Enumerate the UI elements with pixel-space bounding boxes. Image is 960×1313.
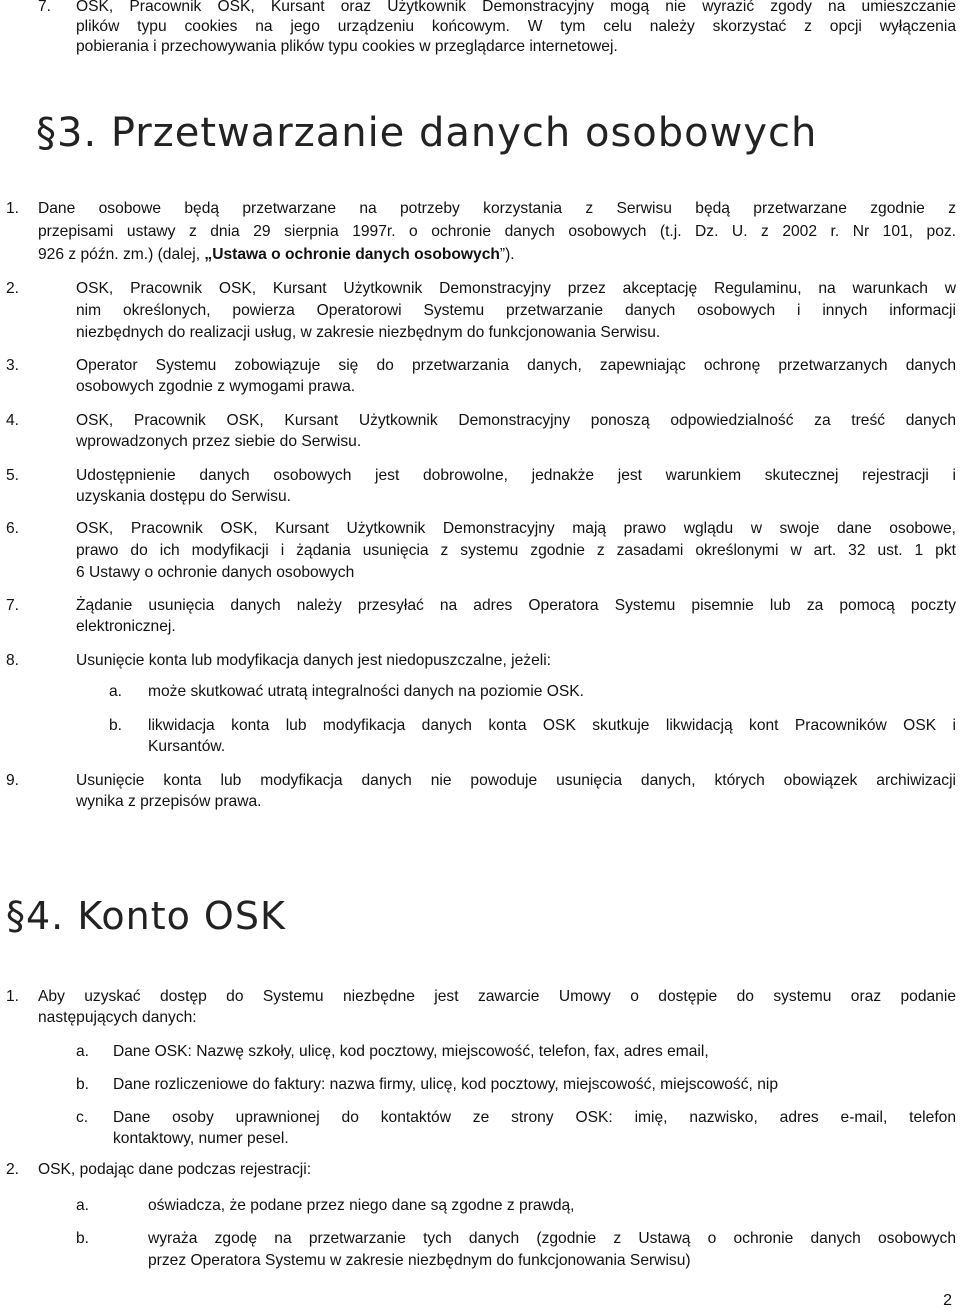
paragraph-line: wprowadzonych przez siebie do Serwisu. xyxy=(76,433,362,450)
paragraph-line: niezbędnych do realizacji usług, w zakresie niezbędnym do funkcjonowania Serwisu. xyxy=(76,324,661,341)
sub-item-line: Dane rozliczeniowe do faktury: nazwa firmy, ulicę, kod pocztowy, miejscowość, miejscowość, nip xyxy=(113,1076,779,1093)
paragraph-line: przepisami ustawy z dnia 29 sierpnia 1997r. o ochronie danych osobowych (t.j. Dz. U. z 2002 r. Nr 101, poz. xyxy=(38,223,956,240)
paragraph-line: następujących danych: xyxy=(38,1009,197,1026)
sub-item-line: może skutkować utratą integralności danych na poziomie OSK. xyxy=(148,683,584,700)
sub-item-letter: c. xyxy=(76,1109,89,1126)
sub-item-line: Dane OSK: Nazwę szkoły, ulicę, kod pocztowy, miejscowość, telefon, fax, adres email, xyxy=(113,1043,709,1060)
sub-item-line: Dane osoby uprawnionej do kontaktów ze strony OSK: imię, nazwisko, adres e-mail, telefon xyxy=(113,1109,956,1126)
paragraph-line: pobierania i przechowywania plików typu cookies w przeglądarce internetowej. xyxy=(76,38,618,55)
sub-item-letter: a. xyxy=(76,1043,90,1060)
item-number: 8. xyxy=(6,652,20,669)
paragraph-line: nim określonych, powierza Operatorowi Systemu przetwarzanie danych osobowych i innych informacji xyxy=(76,302,956,319)
sub-item-line: przez Operatora Systemu w zakresie niezbędnym do funkcjonowania Serwisu) xyxy=(148,1252,691,1269)
paragraph-line: Usunięcie konta lub modyfikacja danych nie powoduje usunięcia danych, których obowiązek archiwizacji xyxy=(76,772,956,789)
item-number: 7. xyxy=(6,597,20,614)
paragraph-line: OSK, Pracownik OSK, Kursant Użytkownik Demonstracyjny ponoszą odpowiedzialność za treść danych xyxy=(76,412,956,429)
paragraph-line: Dane osobowe będą przetwarzane na potrzeby korzystania z Serwisu będą przetwarzane zgodnie z xyxy=(38,200,956,217)
item-number: 3. xyxy=(6,357,20,374)
paragraph-line: OSK, Pracownik OSK, Kursant Użytkownik Demonstracyjny przez akceptację Regulaminu, na warunkach w xyxy=(76,280,956,297)
paragraph-line: elektronicznej. xyxy=(76,618,176,635)
sub-item-letter: b. xyxy=(76,1230,90,1247)
paragraph-line: Żądanie usunięcia danych należy przesyłać na adres Operatora Systemu pisemnie lub za pomocą poczty xyxy=(76,597,956,614)
paragraph-line: OSK, Pracownik OSK, Kursant oraz Użytkownik Demonstracyjny mogą nie wyrazić zgody na umieszczanie xyxy=(76,0,956,15)
paragraph-line: osobowych zgodnie z wymogami prawa. xyxy=(76,378,356,395)
sub-item-line: oświadcza, że podane przez niego dane są zgodne z prawdą, xyxy=(148,1197,575,1214)
paragraph-line: OSK, Pracownik OSK, Kursant Użytkownik Demonstracyjny mają prawo wglądu w swoje dane osobowe, xyxy=(76,520,956,537)
paragraph-line: OSK, podając dane podczas rejestracji: xyxy=(38,1161,312,1178)
paragraph-line: plików typu cookies na jego urządzeniu końcowym. W tym celu należy skorzystać z opcji wyłączenia xyxy=(76,18,956,35)
section-3-heading: §3. Przetwarzanie danych osobowych xyxy=(36,110,818,156)
text-run: 926 z późn. zm.) (dalej, xyxy=(38,246,205,263)
sub-item-line: wyraża zgodę na przetwarzanie tych danych (zgodnie z Ustawą o ochronie danych osobowych xyxy=(148,1230,956,1247)
item-number: 1. xyxy=(6,988,20,1005)
section-4-heading: §4. Konto OSK xyxy=(6,894,286,938)
paragraph-line: prawo do ich modyfikacji i żądania usunięcia z systemu zgodnie z zasadami określonymi w art. 32 ust. 1 pkt xyxy=(76,542,956,559)
paragraph-line: Usunięcie konta lub modyfikacja danych jest niedopuszczalne, jeżeli: xyxy=(76,652,552,669)
item-number: 9. xyxy=(6,772,20,789)
sub-item-line: Kursantów. xyxy=(148,738,226,755)
defined-term: „Ustawa o ochronie danych osobowych xyxy=(204,246,500,263)
item-number: 5. xyxy=(6,467,20,484)
paragraph-line: Aby uzyskać dostęp do Systemu niezbędne jest zawarcie Umowy o dostępie do systemu oraz podanie xyxy=(38,988,956,1005)
sub-item-line: kontaktowy, numer pesel. xyxy=(113,1130,289,1147)
paragraph-line: Operator Systemu zobowiązuje się do przetwarzania danych, zapewniając ochronę przetwarzanych danych xyxy=(76,357,956,374)
sub-item-letter: a. xyxy=(109,683,123,700)
sub-item-line: likwidacja konta lub modyfikacja danych konta OSK skutkuje likwidacją kont Pracowników OSK i xyxy=(148,717,956,734)
text-run: ”). xyxy=(499,246,515,263)
paragraph-line xyxy=(38,245,515,265)
paragraph-line: wynika z przepisów prawa. xyxy=(76,793,262,810)
item-number: 2. xyxy=(6,1161,20,1178)
item-number: 6. xyxy=(6,520,20,537)
sub-item-letter: b. xyxy=(109,717,123,734)
sub-item-letter: a. xyxy=(76,1197,90,1214)
paragraph-line: uzyskania dostępu do Serwisu. xyxy=(76,488,291,505)
item-number: 1. xyxy=(6,200,20,217)
item-number: 7. xyxy=(38,0,52,15)
paragraph-line: Udostępnienie danych osobowych jest dobrowolne, jednakże jest warunkiem skutecznej rejestracji i xyxy=(76,467,956,484)
page-number: 2 xyxy=(943,1292,952,1309)
item-number: 2. xyxy=(6,280,20,297)
item-number: 4. xyxy=(6,412,20,429)
sub-item-letter: b. xyxy=(76,1076,90,1093)
paragraph-line: 6 Ustawy o ochronie danych osobowych xyxy=(76,564,355,581)
